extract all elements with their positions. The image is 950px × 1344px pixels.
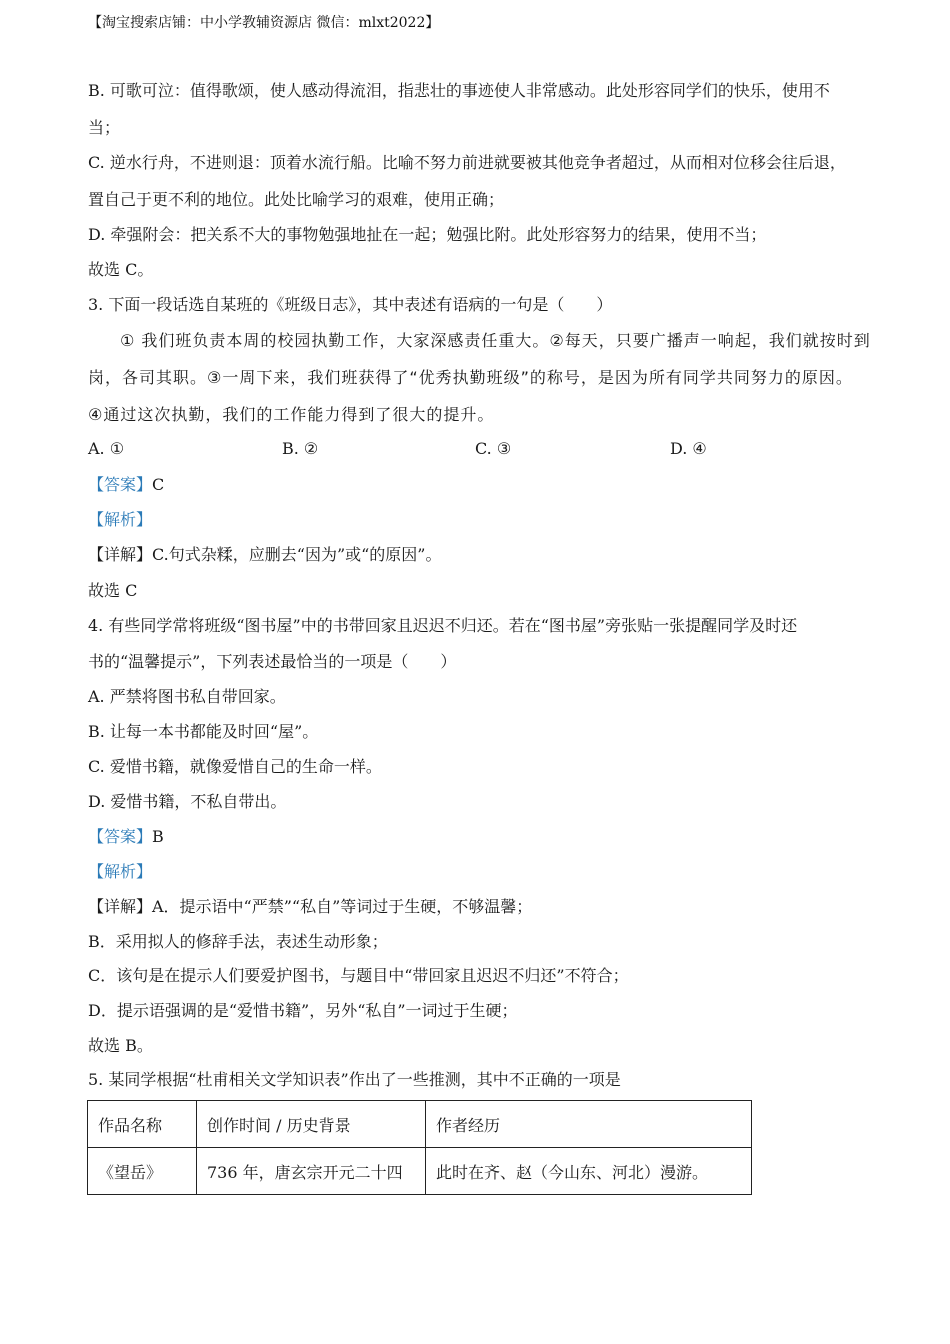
table-cell: 此时在齐、赵（今山东、河北）漫游。 — [426, 1148, 752, 1195]
q4-option-c: C. 爱惜书籍，就像爱惜自己的生命一样。 — [88, 757, 382, 776]
q4-detail-d: D．提示语强调的是“爱惜书籍”，另外“私自”一词过于生硬； — [88, 1001, 518, 1020]
du-fu-knowledge-table — [87, 1100, 752, 1195]
q3-stem: 3. 下面一段话选自某班的《班级日志》，其中表述有语病的一句是（ ） — [88, 295, 613, 314]
q3-answer — [88, 474, 868, 496]
answer-tag: 【答案】 — [88, 827, 153, 846]
q3-option-a: A. ① — [88, 439, 125, 458]
q3-analysis-tag: 【解析】 — [88, 510, 153, 529]
q2-conclusion: 故选 C。 — [88, 260, 154, 279]
table-header-cell: 作者经历 — [426, 1101, 752, 1148]
q4-option-b: B. 让每一本书都能及时回“屋”。 — [88, 722, 319, 741]
q3-passage-line2: 岗，各司其职。③一周下来，我们班获得了“优秀执勤班级”的称号，是因为所有同学共同努力的原因。 — [88, 368, 853, 387]
answer-value: B — [152, 827, 164, 846]
answer-value: C — [152, 475, 165, 494]
q3-option-c: C. ③ — [475, 439, 512, 458]
q3-option-b: B. ② — [282, 439, 319, 458]
q4-option-d: D. 爱惜书籍，不私自带出。 — [88, 792, 287, 811]
q2-option-b-line2: 当； — [88, 118, 121, 137]
answer-tag: 【答案】 — [88, 475, 153, 494]
q4-stem-line2: 书的“温馨提示”，下列表述最恰当的一项是（ ） — [88, 652, 457, 671]
table-header-cell: 作品名称 — [88, 1101, 197, 1148]
q4-stem-line1: 4. 有些同学常将班级“图书屋”中的书带回家且迟迟不归还。若在“图书屋”旁张贴一张提醒同学及时还 — [88, 616, 798, 635]
table-header-row — [88, 1101, 752, 1148]
table-header-cell: 创作时间 / 历史背景 — [197, 1101, 426, 1148]
q4-detail-b: B．采用拟人的修辞手法，表述生动形象； — [88, 932, 388, 951]
q4-analysis-tag: 【解析】 — [88, 862, 153, 881]
q4-detail-a: 【详解】A．提示语中“严禁”“私自”等词过于生硬，不够温馨； — [88, 897, 533, 916]
q3-option-d: D. ④ — [670, 439, 707, 458]
q2-option-b-line1: B. 可歌可泣：值得歌颂，使人感动得流泪，指悲壮的事迹使人非常感动。此处形容同学们的快乐，使用不 — [88, 81, 830, 100]
q4-detail-c: C．该句是在提示人们要爱护图书，与题目中“带回家且迟迟不归还”不符合； — [88, 966, 629, 985]
q4-answer — [88, 826, 868, 848]
table-cell: 《望岳》 — [88, 1148, 197, 1195]
q2-option-c-line1: C. 逆水行舟，不进则退：顶着水流行船。比喻不努力前进就要被其他竞争者超过，从而相对位移会往后退， — [88, 153, 846, 172]
q5-stem: 5. 某同学根据“杜甫相关文学知识表”作出了一些推测，其中不正确的一项是 — [88, 1070, 621, 1089]
q2-option-d: D. 牵强附会：把关系不大的事物勉强地扯在一起；勉强比附。此处形容努力的结果，使用不当； — [88, 225, 767, 244]
q4-conclusion: 故选 B。 — [88, 1036, 153, 1055]
q4-option-a: A. 严禁将图书私自带回家。 — [88, 687, 286, 706]
q3-detail: 【详解】C.句式杂糅，应删去“因为”或“的原因”。 — [88, 545, 442, 564]
q3-passage-line3: ④通过这次执勤，我们的工作能力得到了很大的提升。 — [88, 405, 495, 424]
q3-passage-line1: ① 我们班负责本周的校园执勤工作，大家深感责任重大。②每天，只要广播声一响起，我们就按时到 — [120, 331, 871, 350]
shop-watermark-header: 【淘宝搜索店铺：中小学教辅资源店 微信：mlxt2022】 — [88, 15, 440, 31]
table-row — [88, 1148, 752, 1195]
q3-conclusion: 故选 C — [88, 581, 138, 600]
q2-option-c-line2: 置自己于更不利的地位。此处比喻学习的艰难，使用正确； — [88, 190, 505, 209]
table-cell: 736 年，唐玄宗开元二十四 — [197, 1148, 426, 1195]
